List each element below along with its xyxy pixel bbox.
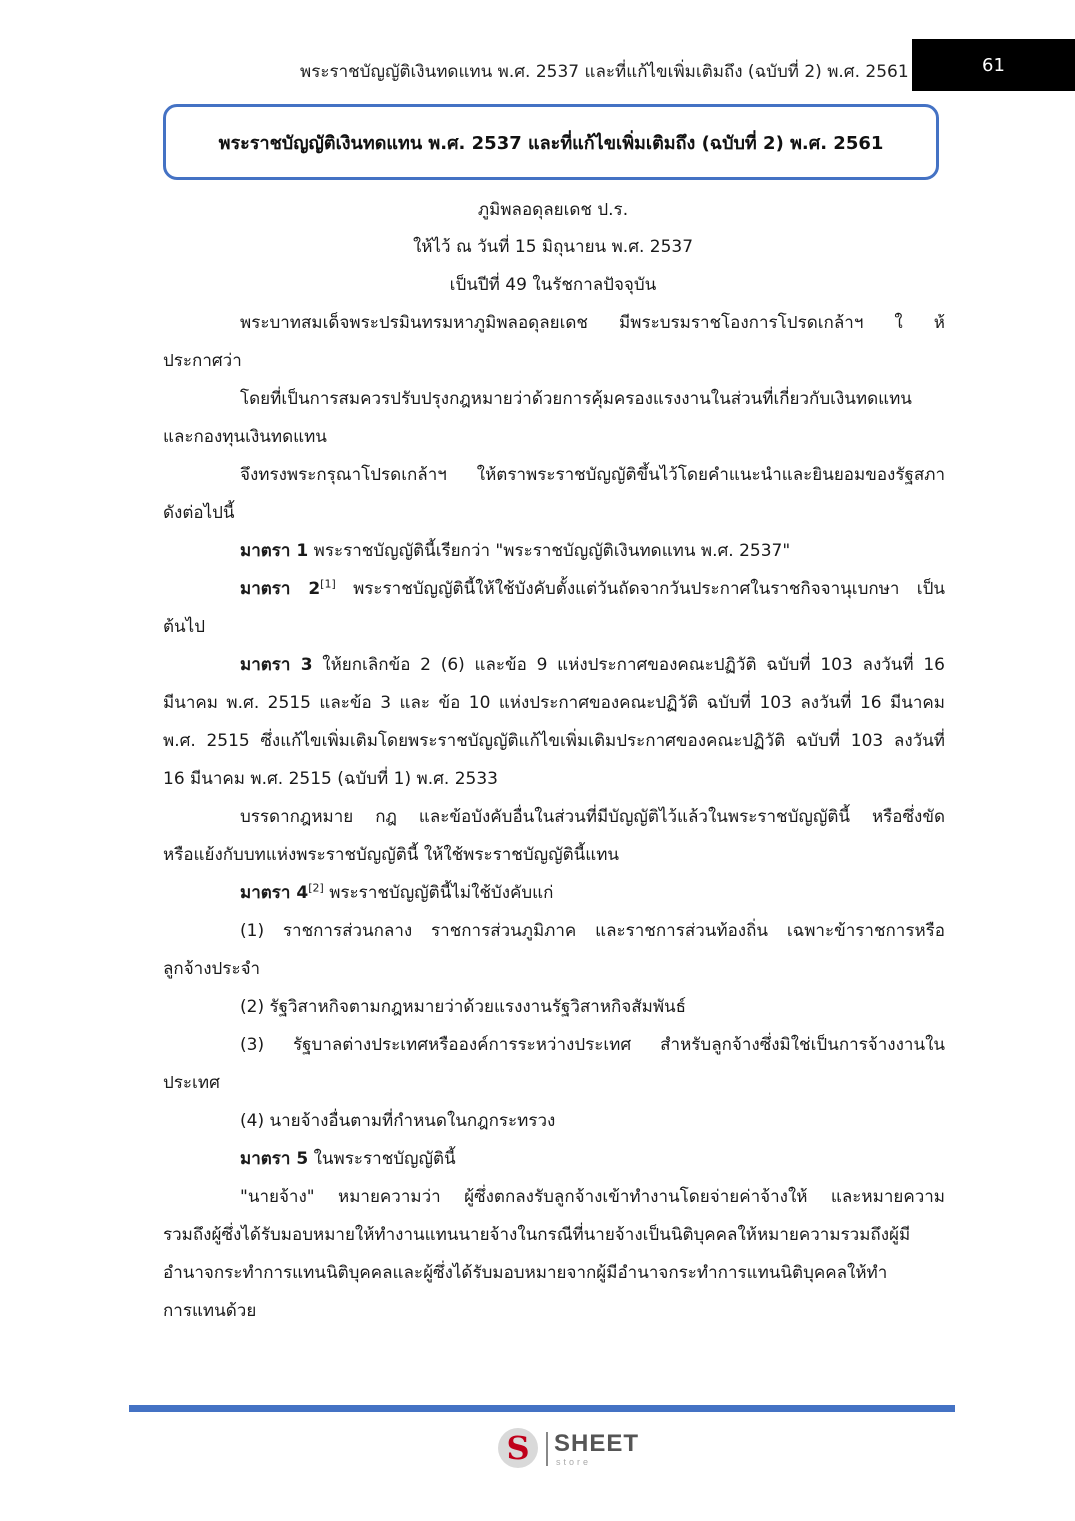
definition-line: อำนาจกระทำการแทนนิติบุคคลและผู้ซึ่งได้รับมอบหมายจากผู้มีอำนาจกระทำการแทนนิติบุคคลให้ทำ xyxy=(163,1263,888,1283)
section-line: หรือแย้งกับบทแห่งพระราชบัญญัตินี้ ให้ใช้พระราชบัญญัตินี้แทน xyxy=(163,845,620,865)
definition-line: "นายจ้าง" หมายความว่า ผู้ซึ่งตกลงรับลูกจ้างเข้าทำงานโดยจ่ายค่าจ้างให้ และหมายความ xyxy=(240,1187,945,1207)
list-item: (1) ราชการส่วนกลาง ราชการส่วนภูมิภาค และราชการส่วนท้องถิ่น เฉพาะข้าราชการหรือ xyxy=(240,921,945,941)
section-line: 16 มีนาคม พ.ศ. 2515 (ฉบับที่ 1) พ.ศ. 2533 xyxy=(163,769,498,789)
section-line: พ.ศ. 2515 ซึ่งแก้ไขเพิ่มเติมโดยพระราชบัญญัติแก้ไขเพิ่มเติมประกาศของคณะปฏิวัติ ฉบับที่ 103 ลงวันที่ xyxy=(163,731,945,751)
list-item-cont: ประเทศ xyxy=(163,1073,220,1093)
footnote-ref: [1] xyxy=(320,577,336,591)
given-date: ให้ไว้ ณ วันที่ 15 มิถุนายน พ.ศ. 2537 xyxy=(412,237,694,257)
section-2 xyxy=(163,575,945,602)
document-title-box xyxy=(163,104,939,180)
section-text: พระราชบัญญัตินี้ไม่ใช้บังคับแก่ xyxy=(323,883,554,903)
logo-subtext: store xyxy=(556,1457,592,1467)
list-item-cont: ลูกจ้างประจำ xyxy=(163,959,261,979)
footnote-ref: [2] xyxy=(308,881,324,895)
preamble-line: ประกาศว่า xyxy=(163,351,242,371)
section-line: บรรดากฎหมาย กฎ และข้อบังคับอื่นในส่วนที่มีบัญญัติไว้แล้วในพระราชบัญญัตินี้ หรือซึ่งขัด xyxy=(240,807,945,827)
document-title: พระราชบัญญัติเงินทดแทน พ.ศ. 2537 และที่แก้ไขเพิ่มเติมถึง (ฉบับที่ 2) พ.ศ. 2561 xyxy=(218,132,884,154)
preamble-line: โดยที่เป็นการสมควรปรับปรุงกฎหมายว่าด้วยการคุ้มครองแรงงานในส่วนที่เกี่ยวกับเงินทดแทน xyxy=(240,389,912,409)
section-5 xyxy=(163,1145,945,1172)
reign-year: เป็นปีที่ 49 ในรัชกาลปัจจุบัน xyxy=(449,275,657,295)
sheet-store-logo xyxy=(498,1428,648,1472)
section-text: พระราชบัญญัตินี้เรียกว่า "พระราชบัญญัติเงินทดแทน พ.ศ. 2537" xyxy=(308,541,791,561)
footer-divider xyxy=(129,1405,955,1412)
preamble-line: พระบาทสมเด็จพระปรมินทรมหาภูมิพลอดุลยเดช มีพระบรมราชโองการโปรดเกล้าฯ ใ ห้ xyxy=(240,313,945,333)
definition-line: รวมถึงผู้ซึ่งได้รับมอบหมายให้ทำงานแทนนายจ้างในกรณีที่นายจ้างเป็นนิติบุคคลให้หมายความรวมถึงผู้มี xyxy=(163,1225,911,1245)
section-label: มาตรา 1 xyxy=(240,541,309,561)
section-text: ในพระราชบัญญัตินี้ xyxy=(308,1149,456,1169)
logo-separator xyxy=(546,1432,548,1466)
logo-s-icon: S xyxy=(498,1428,538,1468)
section-label: มาตรา 3 xyxy=(240,655,313,675)
section-text: พระราชบัญญัตินี้ให้ใช้บังคับตั้งแต่วันถัดจากวันประกาศในราชกิจจานุเบกษา เป็น xyxy=(335,579,945,599)
list-item: (3) รัฐบาลต่างประเทศหรือองค์การระหว่างประเทศ สำหรับลูกจ้างซึ่งมิใช่เป็นการจ้างงานใน xyxy=(240,1035,945,1055)
running-header: พระราชบัญญัติเงินทดแทน พ.ศ. 2537 และที่แก้ไขเพิ่มเติมถึง (ฉบับที่ 2) พ.ศ. 2561 xyxy=(300,62,909,82)
section-label: มาตรา 5 xyxy=(240,1149,309,1169)
preamble-line: และกองทุนเงินทดแทน xyxy=(163,427,327,447)
section-text: ให้ยกเลิกข้อ 2 (6) และข้อ 9 แห่งประกาศของคณะปฏิวัติ ฉบับที่ 103 ลงวันที่ 16 xyxy=(312,655,945,675)
preamble-line: ดังต่อไปนี้ xyxy=(163,503,235,523)
section-line: มีนาคม พ.ศ. 2515 และข้อ 3 และ ข้อ 10 แห่งประกาศของคณะปฏิวัติ ฉบับที่ 103 ลงวันที่ 16 มีนาคม xyxy=(163,693,945,713)
definition-line: การแทนด้วย xyxy=(163,1301,257,1321)
section-line: ต้นไป xyxy=(163,617,206,637)
section-3 xyxy=(163,651,945,678)
list-item: (2) รัฐวิสาหกิจตามกฎหมายว่าด้วยแรงงานรัฐวิสาหกิจสัมพันธ์ xyxy=(240,997,687,1017)
preamble-line: จึงทรงพระกรุณาโปรดเกล้าฯ ให้ตราพระราชบัญญัติขึ้นไว้โดยคำแนะนำและยินยอมของรัฐสภา xyxy=(240,465,945,485)
section-label: มาตรา 2 xyxy=(240,579,321,599)
list-item: (4) นายจ้างอื่นตามที่กำหนดในกฎกระทรวง xyxy=(240,1111,556,1131)
section-1 xyxy=(163,537,945,564)
section-label: มาตรา 4 xyxy=(240,883,309,903)
logo-text: SHEET xyxy=(554,1430,640,1457)
royal-signature: ภูมิพลอดุลยเดช ป.ร. xyxy=(477,200,629,220)
section-4 xyxy=(163,879,945,906)
page-number: 61 xyxy=(912,39,1075,91)
